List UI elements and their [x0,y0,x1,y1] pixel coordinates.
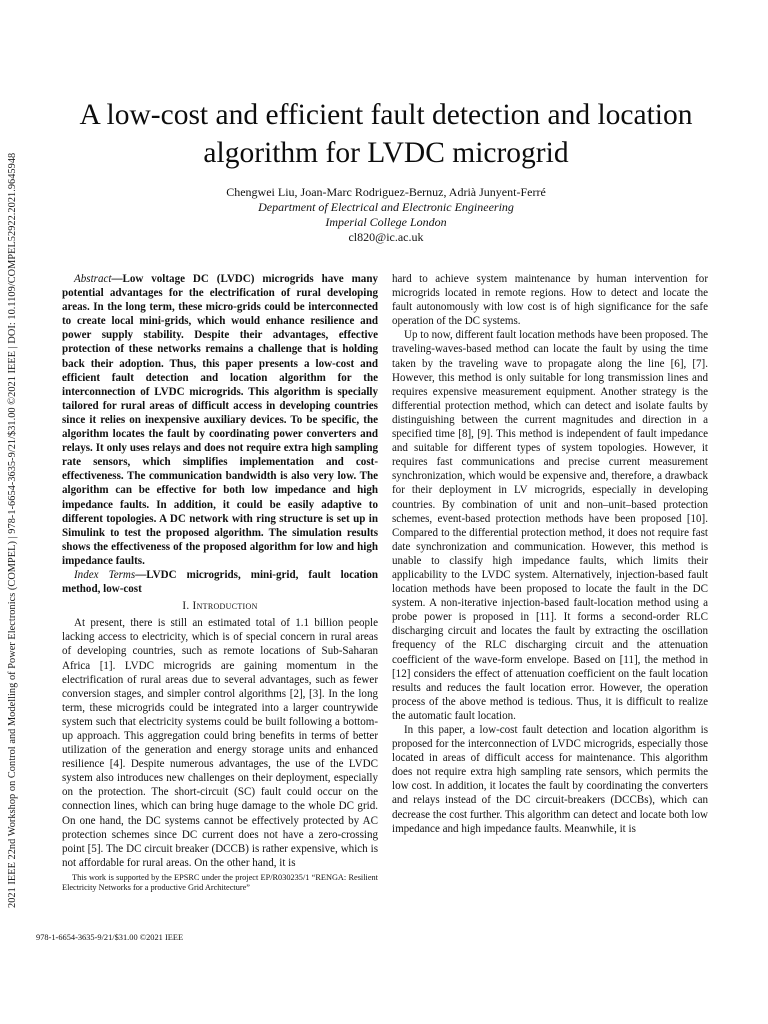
author-department: Department of Electrical and Electronic Engineering [258,200,514,214]
abstract-label: Abstract [74,273,112,285]
author-institution: Imperial College London [325,215,447,229]
footnote [62,873,378,893]
index-terms-text: LVDC microgrids, mini-grid, fault location method, low-cost [62,568,379,596]
abstract: Abstract—Low voltage DC (LVDC) microgrids have many potential advantages for the electrification of rural developing areas. In the long term, these micro-grids could be interconnected to create local mini-grids, which would enhance resilience and power supply stability. Despite their advantages, effective protection of these networks remains a challenge that is holding back their adoption. Thus, this paper presents a low-cost and efficient fault detection and location algorithm for the interconnection of LVDC microgrids. This algorithm is specially tailored for rural areas of difficult access in developing countries since it relies on inexpensive auxiliary devices. To be specific, the algorithm locates the fault by coordinating power converters and relays. It only uses relays and does not require extra high sampling rate sensors, which simplifies implementation and cost-effectiveness. The communication bandwidth is also very low. The algorithm can be effective for both low impedance and high impedance faults. In addition, it could be easily adaptive to different topologies. A DC network with ring structure is set up in Simulink to test the proposed algorithm. The simulation results shows the effectiveness of the proposed algorithm for low and high impedance faults. [62,273,378,567]
intro-paragraph-1: At present, there is still an estimated total of 1.1 billion people lacking access to electricity, which is of special concern in rural areas of developing countries, such as remote locations of Sub-Saharan Africa [1]. LVDC microgrids are gaining momentum in the electrification of rural areas due to several advantages, such as fewer conversion stages, and simpler control algorithms [2], [3]. In the long term, these microgrids could be integrated into a larger countrywide system such that electricity systems could be built following a bottom-up approach. This aggregation could bring benefits in terms of better utilization of the generation and energy storage units and enhanced resilience [4]. Despite numerous advantages, the use of the LVDC system also introduces new challenges on their deployment, especially on the protection. The short-circuit (SC) fault could occur on the connection lines, which can bring huge damage to the whole DC grid. On one hand, the DC systems cannot be effectively protected by AC protection schemes since DC current does not have a zero-crossing point [5]. The DC circuit breaker (DCCB) is rather expensive, which is not affordable for rural areas. On the other hand, it is [62,617,378,869]
author-block [36,185,736,245]
intro-paragraph-continued: hard to achieve system maintenance by human intervention for microgrids located in remote regions. How to detect and locate the fault autonomously with low cost is of high significance for the safe operation of the DC systems. [392,273,708,328]
footnote-text: This work is supported by the EPSRC under the project EP/R030235/1 “RENGA: Resilient Electricity Networks for a productive Grid Architecture” [62,873,378,893]
citation-sidebar [3,152,23,908]
copyright-line: 978-1-6654-3635-9/21/$31.00 ©2021 IEEE [36,933,184,942]
left-column [62,272,378,870]
citation-sidebar-text: 2021 IEEE 22nd Workshop on Control and Modelling of Power Electronics (COMPEL) | 978-1-6654-3635-9/21/$31.00 ©2021 IEEE | DOI: 10.1109/COMPEL52922.2021.9645948 [7,152,18,908]
intro-paragraph-2: Up to now, different fault location methods have been proposed. The traveling-waves-based method can locate the fault by using the time taken by the traveling wave to propagate along the line [6], [7]. However, this method is only suitable for long transmission lines and requires expensive measurement equipment. Another strategy is the differential protection method, which can detect and isolate faults by distinguishing between the current magnitudes and direction in a specified time [8], [9]. This method is independent of fault impedance and suitable for different types of system topologies. However, it requires fast communications and precise current measurement synchronization, which would be expensive and, therefore, a drawback for their deployment in LV microgrids, especially in developing countries. By combination of unit and non–unit–based protection schemes, event-based protection methods have been proposed [10]. Compared to the differential protection method, it does not require fast date synchronization and communication. However, this method is unable to classify high impedance faults, which limits their applicability to the LVDC system. Alternatively, injection-based fault location methods have been proposed to locate the fault in the DC system. A non-iterative injection-based fault-location method using a probe power is proposed in [11]. It forms a second-order RLC discharging circuit and locates the fault by extracting the oscillation frequency of the RLC discharging circuit and the attenuation coefficient of the wave-form envelope. Based on [11], the method in [12] considers the effect of attenuation coefficient on the fault location results and reduces the fault location error. However, the operation process of the above method is tedious. Thus, it is difficult to realize the automatic fault location. [392,329,708,722]
abstract-text: Low voltage DC (LVDC) microgrids have many potential advantages for the electrification of rural developing areas. In the long term, these micro-grids could be interconnected to create local mini-grids, which would enhance resilience and power supply stability. Despite their advantages, effective protection of these networks remains a challenge that is holding back their adoption. Thus, this paper presents a low-cost and efficient fault detection and location algorithm for the interconnection of LVDC microgrids. This algorithm is specially tailored for rural areas of difficult access in developing countries since it relies on inexpensive auxiliary devices. To be specific, the algorithm locates the fault by coordinating power converters and relays. It only uses relays and does not require extra high sampling rate sensors, which simplifies implementation and cost-effectiveness. The communication bandwidth is also very low. The algorithm can be effective for both low impedance and high impedance faults. In addition, it could be easily adaptive to different topologies. A DC network with ring structure is set up in Simulink to test the proposed algorithm. The simulation results shows the effectiveness of the proposed algorithm for low and high impedance faults. [62,273,378,567]
section-heading-introduction: I. Introduction [182,600,258,613]
intro-paragraph-3: In this paper, a low-cost fault detection and location algorithm is proposed for the interconnection of LVDC microgrids, especially those located in areas of difficult access for maintenance. This algorithm does not require extra high sampling rate sensors, which permits the low cost. In addition, it locates the fault by coordinating the converters and relays instead of the DC circuit-breakers (DCCBs), which can decrease the cost further. This algorithm can detect and locate both low impedance and high impedance faults. Meanwhile, it is [392,724,708,835]
index-terms-label: Index Terms [74,568,136,581]
index-terms: Index Terms—LVDC microgrids, mini-grid, fault location method, low-cost [62,568,379,596]
author-email: cl820@ic.ac.uk [348,230,424,244]
paper-title: A low-cost and efficient fault detection and location algorithm for LVDC microgrid [79,99,693,169]
author-names: Chengwei Liu, Joan-Marc Rodriguez-Bernuz, Adrià Junyent-Ferré [226,185,546,199]
right-column [392,272,708,836]
